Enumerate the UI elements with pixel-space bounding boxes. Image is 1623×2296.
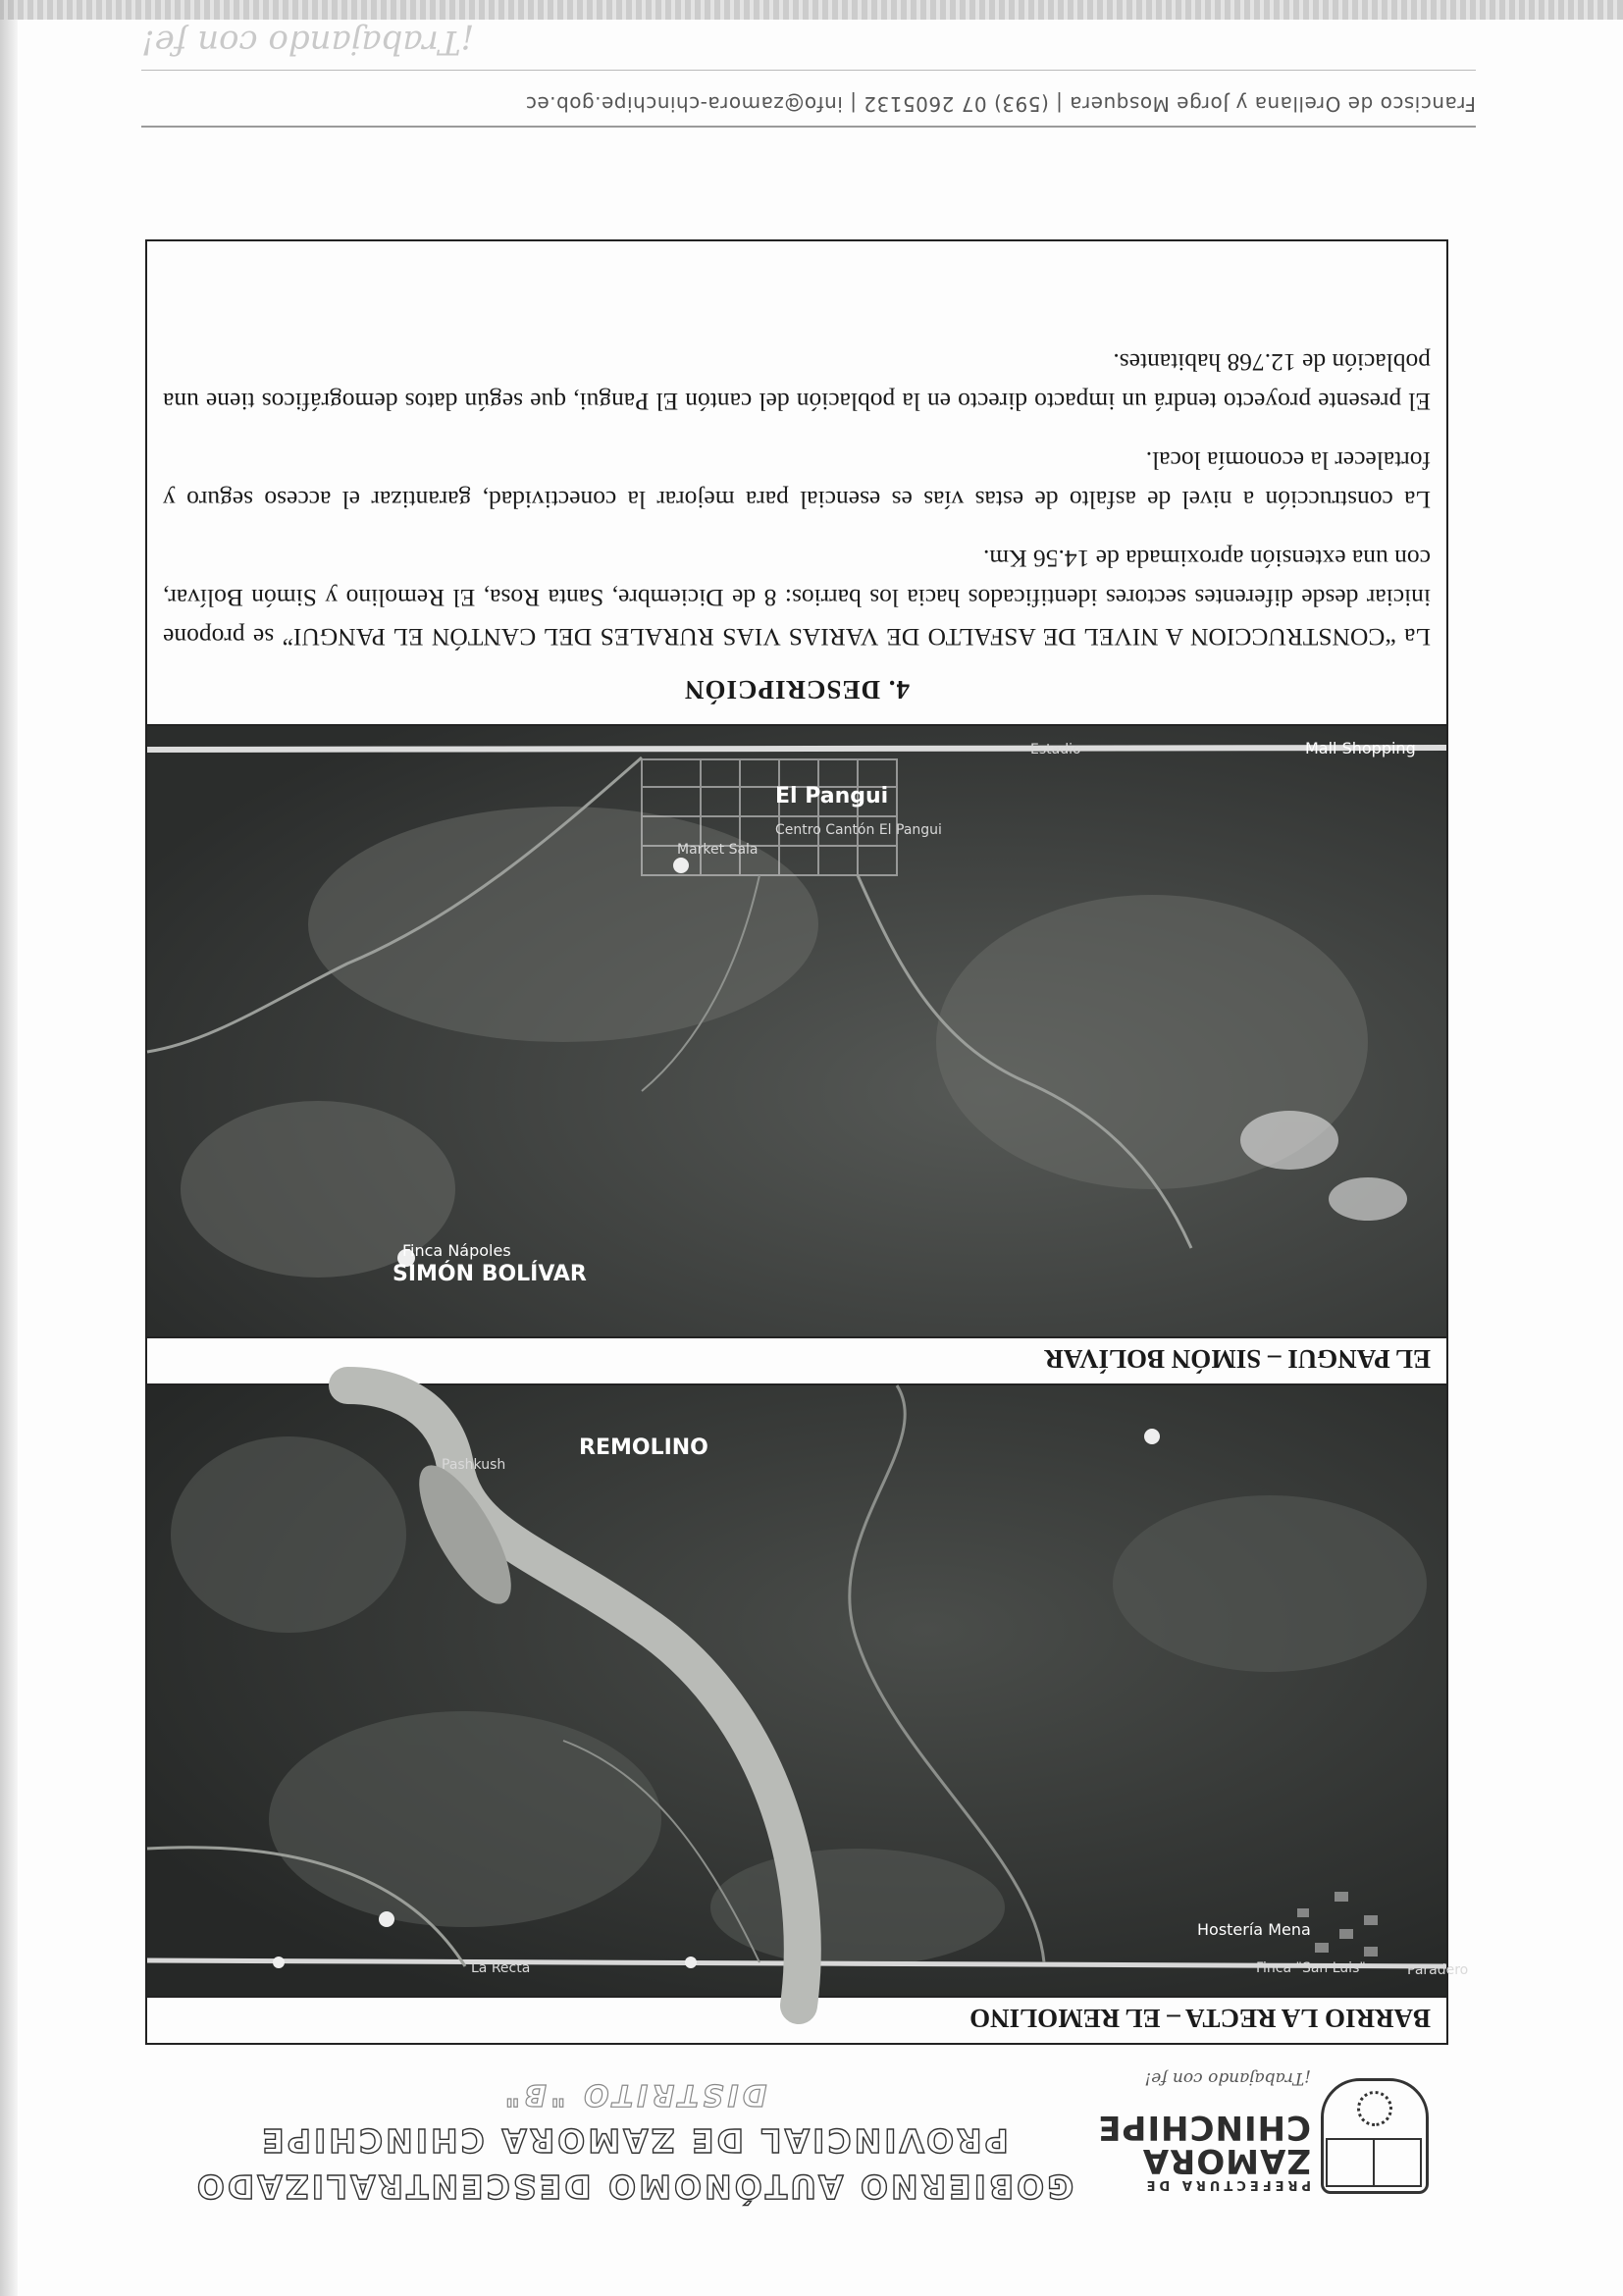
label-finca-san-luis: Finca "San Luis" bbox=[1256, 1960, 1366, 1976]
label-estadio: Estadio bbox=[1030, 742, 1081, 757]
letterhead bbox=[143, 2059, 1448, 2206]
label-market: Market Sala bbox=[677, 842, 759, 858]
description-paragraph-2: La construcción a nivel de asfalto de estas vías es esencial para mejorar la conectividad, garantizar el acceso seguro y fortalecer la economía local. bbox=[163, 446, 1431, 514]
section-title-pangui: EL PANGUI – SIMÓN BOLÍVAR bbox=[147, 1336, 1446, 1383]
label-el-pangui: El Pangui bbox=[775, 784, 889, 809]
scan-edge bbox=[0, 0, 1623, 20]
label-finca-napoles: Finca Nápoles bbox=[402, 1241, 511, 1260]
logo-slogan: ¡Trabajando con fe! bbox=[1144, 2068, 1311, 2088]
label-simon-bolivar: SIMÓN BOLÍVAR bbox=[393, 1262, 587, 1286]
footer-divider bbox=[141, 70, 1476, 71]
pin-icon bbox=[685, 1957, 697, 1968]
logo-chinchipe: CHINCHIPE bbox=[1097, 2108, 1311, 2147]
pin-icon bbox=[1144, 1429, 1160, 1444]
footer-divider bbox=[141, 126, 1476, 128]
page-footer bbox=[141, 23, 1476, 128]
label-hosteria-mena: Hostería Mena bbox=[1197, 1920, 1311, 1939]
institution-line-2: PROVINCIAL DE ZAMORA CHINCHIPE bbox=[259, 2121, 1009, 2160]
description-paragraph-1: La “CONSTRUCCION A NIVEL DE ASFALTO DE VARIAS VIAS RURALES DEL CANTÓN EL PANGUI” se propone iniciar desde diferentes sectores identificados hacia los barrios: 8 de Diciembre, Santa Rosa, El Remolino y Simón Bolívar, con una extensión aproximada de 14.56 Km. bbox=[163, 545, 1431, 652]
label-remolino: REMOLINO bbox=[579, 1435, 708, 1460]
label-mall: Mall Shopping bbox=[1305, 739, 1416, 757]
satellite-map-la-recta-remolino bbox=[147, 1383, 1469, 1996]
content-table bbox=[145, 239, 1469, 2045]
description-paragraph-3: El presente proyecto tendrá un impacto directo en la población del cantón El Pangui, que según datos demográficos tiene una población de 12.768 habitantes. bbox=[163, 348, 1431, 416]
footer-slogan: ¡Trabajando con fe! bbox=[141, 23, 475, 62]
satellite-map-pangui-simon-bolivar bbox=[147, 724, 1446, 1336]
prefectura-logo bbox=[1097, 2059, 1448, 2206]
pin-icon bbox=[379, 1911, 394, 1927]
section-title-barrio: BARRIO LA RECTA – EL REMOLINO bbox=[147, 1996, 1446, 2043]
description-section bbox=[147, 241, 1446, 724]
institution-name bbox=[143, 2077, 1125, 2206]
coat-of-arms-icon bbox=[1321, 2078, 1429, 2194]
main-highway bbox=[147, 748, 1446, 750]
logo-zamora: ZAMORA bbox=[1141, 2141, 1311, 2180]
footer-contact: Francisco de Orellana y Jorge Mosquera | (593) 07 2605132 | info@zamora-chinchipe.gob.ec bbox=[525, 92, 1476, 116]
label-paradero: Paradero bbox=[1407, 1962, 1469, 1978]
pin-icon bbox=[673, 858, 689, 873]
aerial-image-1 bbox=[147, 1385, 1469, 1996]
district-name: DISTRITO "B" bbox=[500, 2077, 767, 2112]
pin-icon bbox=[273, 1957, 285, 1968]
label-pashkush: Pashkush bbox=[442, 1457, 506, 1473]
institution-line-1: GOBIERNO AUTÓNOMO DESCENTRALIZADO bbox=[193, 2167, 1074, 2206]
label-la-recta: La Recta bbox=[471, 1960, 531, 1976]
description-heading: 4. DESCRIPCIÓN bbox=[683, 675, 911, 704]
label-centro: Centro Cantón El Pangui bbox=[775, 822, 942, 838]
aerial-image-2 bbox=[147, 726, 1446, 1336]
logo-prefectura: PREFECTURA DE bbox=[1142, 2177, 1311, 2192]
logo-wordmark bbox=[1097, 2108, 1311, 2192]
